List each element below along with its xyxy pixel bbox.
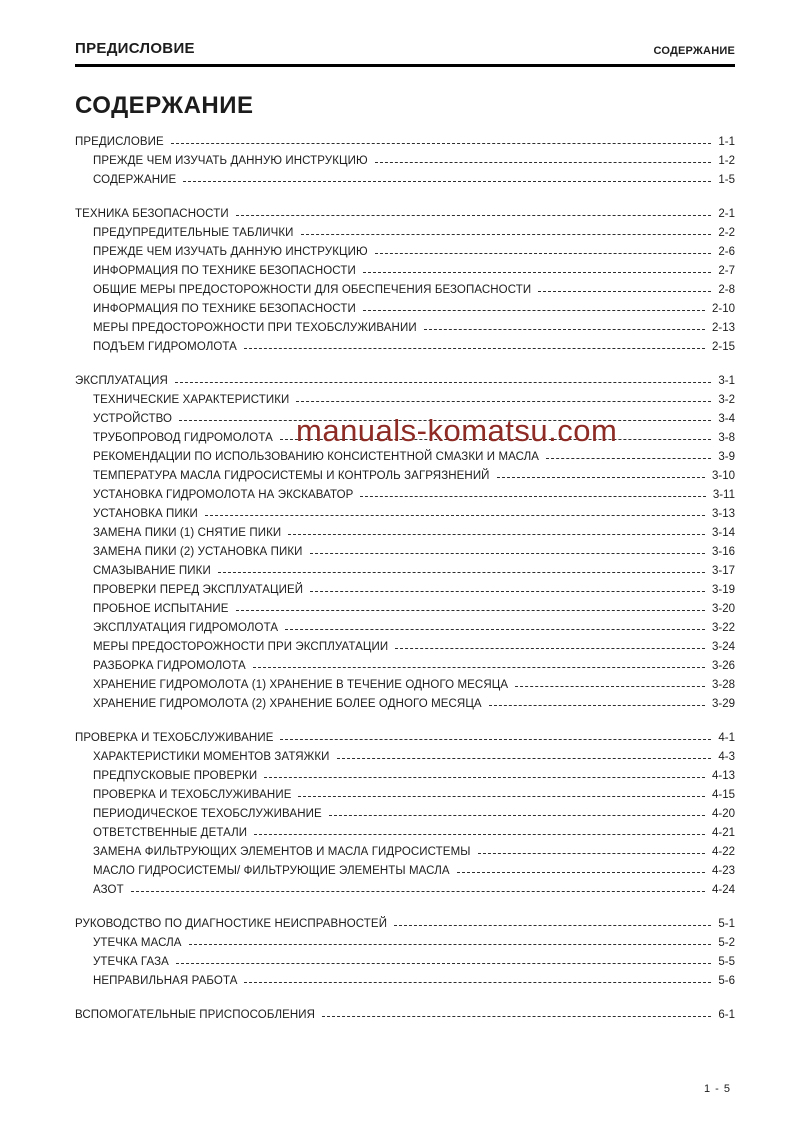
toc-entry-page: 3-1 xyxy=(718,375,735,387)
toc-entry-label: ВСПОМОГАТЕЛЬНЫЕ ПРИСПОСОБЛЕНИЯ xyxy=(75,1009,316,1021)
toc-entry-label: УТЕЧКА МАСЛА xyxy=(93,937,182,949)
toc-leader-dashes xyxy=(236,215,712,216)
toc-entry-page: 4-3 xyxy=(718,751,735,763)
toc-entry-label: РАЗБОРКА ГИДРОМОЛОТА xyxy=(93,660,246,672)
toc-entry-page: 3-14 xyxy=(711,527,735,539)
toc-entry-label: УСТАНОВКА ГИДРОМОЛОТА НА ЭКСКАВАТОР xyxy=(93,489,354,501)
toc-entry-label: МЕРЫ ПРЕДОСТОРОЖНОСТИ ПРИ ЭКСПЛУАТАЦИИ xyxy=(93,641,389,653)
toc-entry-page: 3-4 xyxy=(718,413,735,425)
toc-entry xyxy=(75,558,735,577)
toc-leader-dashes xyxy=(171,143,712,144)
toc-leader-dashes xyxy=(394,925,711,926)
toc-entry-page: 3-8 xyxy=(718,432,735,444)
toc-entry-label: ХРАНЕНИЕ ГИДРОМОЛОТА (2) ХРАНЕНИЕ БОЛЕЕ ОДНОГО МЕСЯЦА xyxy=(93,698,482,710)
toc-entry-page: 2-13 xyxy=(711,322,735,334)
page-title: СОДЕРЖАНИЕ xyxy=(75,92,254,119)
toc-leader-dashes xyxy=(337,758,712,759)
toc-entry-page: 3-2 xyxy=(718,394,735,406)
toc-entry xyxy=(75,634,735,653)
toc-entry-label: ЗАМЕНА ПИКИ (2) УСТАНОВКА ПИКИ xyxy=(93,546,303,558)
page-header xyxy=(75,40,735,67)
toc-leader-dashes xyxy=(375,162,712,163)
toc-entry xyxy=(75,239,735,258)
toc-leader-dashes xyxy=(329,815,705,816)
toc-leader-dashes xyxy=(301,234,712,235)
toc-leader-dashes xyxy=(288,534,705,535)
toc-entry xyxy=(75,406,735,425)
toc-entry-page: 2-10 xyxy=(711,303,735,315)
toc-entry-page: 5-1 xyxy=(718,918,735,930)
watermark-text: manuals-komatsu.com xyxy=(296,413,618,448)
toc-leader-dashes xyxy=(478,853,705,854)
toc-entry-page: 2-6 xyxy=(718,246,735,258)
footer-page-number: 1 - 5 xyxy=(704,1083,732,1095)
toc-leader-dashes xyxy=(296,401,711,402)
toc-entry xyxy=(75,387,735,406)
toc-entry-page: 2-2 xyxy=(718,227,735,239)
toc-entry xyxy=(75,691,735,710)
toc-entry-page: 3-28 xyxy=(711,679,735,691)
toc-entry-page: 4-1 xyxy=(718,732,735,744)
toc-entry xyxy=(75,596,735,615)
toc-leader-dashes xyxy=(310,591,705,592)
toc-entry-page: 2-8 xyxy=(718,284,735,296)
toc-entry xyxy=(75,820,735,839)
toc-entry-page: 4-15 xyxy=(711,789,735,801)
toc-leader-dashes xyxy=(363,310,705,311)
toc-leader-dashes xyxy=(322,1016,711,1017)
toc-entry-page: 6-1 xyxy=(718,1009,735,1021)
toc-entry-label: РУКОВОДСТВО ПО ДИАГНОСТИКЕ НЕИСПРАВНОСТЕЙ xyxy=(75,918,388,930)
toc-entry xyxy=(75,520,735,539)
header-section-title: ПРЕДИСЛОВИЕ xyxy=(75,40,195,57)
toc-leader-dashes xyxy=(253,667,705,668)
toc-entry-page: 3-29 xyxy=(711,698,735,710)
toc-leader-dashes xyxy=(244,982,711,983)
toc-section xyxy=(75,911,735,987)
toc-entry-page: 1-5 xyxy=(718,174,735,186)
toc-entry xyxy=(75,930,735,949)
toc-leader-dashes xyxy=(244,348,705,349)
toc-leader-dashes xyxy=(254,834,705,835)
toc-entry-page: 3-10 xyxy=(711,470,735,482)
toc-leader-dashes xyxy=(131,891,705,892)
toc-leader-dashes xyxy=(205,515,705,516)
toc xyxy=(75,129,735,1036)
toc-entry-page: 2-1 xyxy=(718,208,735,220)
toc-entry xyxy=(75,858,735,877)
toc-entry-label: ЗАМЕНА ФИЛЬТРУЮЩИХ ЭЛЕМЕНТОВ И МАСЛА ГИДРОСИСТЕМЫ xyxy=(93,846,471,858)
toc-entry xyxy=(75,763,735,782)
toc-entry xyxy=(75,501,735,520)
toc-entry-label: МЕРЫ ПРЕДОСТОРОЖНОСТИ ПРИ ТЕХОБСЛУЖИВАНИИ xyxy=(93,322,417,334)
toc-entry-label: ТЕМПЕРАТУРА МАСЛА ГИДРОСИСТЕМЫ И КОНТРОЛЬ ЗАГРЯЗНЕНИЙ xyxy=(93,470,490,482)
toc-entry-label: ИНФОРМАЦИЯ ПО ТЕХНИКЕ БЕЗОПАСНОСТИ xyxy=(93,303,356,315)
toc-entry-label: ТЕХНИЧЕСКИЕ ХАРАКТЕРИСТИКИ xyxy=(93,394,290,406)
toc-leader-dashes xyxy=(395,648,705,649)
toc-entry xyxy=(75,258,735,277)
toc-leader-dashes xyxy=(236,610,705,611)
toc-entry xyxy=(75,334,735,353)
toc-entry-page: 5-6 xyxy=(718,975,735,987)
toc-entry-page: 3-20 xyxy=(711,603,735,615)
toc-leader-dashes xyxy=(179,420,711,421)
toc-entry-page: 2-7 xyxy=(718,265,735,277)
toc-entry-label: ПРОВЕРКА И ТЕХОБСЛУЖИВАНИЕ xyxy=(75,732,274,744)
toc-entry-page: 4-20 xyxy=(711,808,735,820)
toc-leader-dashes xyxy=(264,777,705,778)
toc-entry-label: ОТВЕТСТВЕННЫЕ ДЕТАЛИ xyxy=(93,827,248,839)
toc-entry xyxy=(75,277,735,296)
toc-entry xyxy=(75,968,735,987)
toc-section xyxy=(75,368,735,710)
toc-entry xyxy=(75,425,735,444)
toc-entry-label: УТЕЧКА ГАЗА xyxy=(93,956,169,968)
toc-entry-label: ПОДЪЕМ ГИДРОМОЛОТА xyxy=(93,341,237,353)
toc-entry-page: 3-24 xyxy=(711,641,735,653)
toc-entry-label: СОДЕРЖАНИЕ xyxy=(93,174,177,186)
toc-entry-page: 4-23 xyxy=(711,865,735,877)
toc-leader-dashes xyxy=(360,496,705,497)
toc-entry xyxy=(75,615,735,634)
toc-entry-label: УСТАНОВКА ПИКИ xyxy=(93,508,198,520)
toc-entry-label: ПРЕДИСЛОВИЕ xyxy=(75,136,164,148)
toc-entry-label: ПРОВЕРКИ ПЕРЕД ЭКСПЛУАТАЦИЕЙ xyxy=(93,584,304,596)
toc-entry xyxy=(75,463,735,482)
toc-entry-label: ПЕРИОДИЧЕСКОЕ ТЕХОБСЛУЖИВАНИЕ xyxy=(93,808,322,820)
toc-entry xyxy=(75,1002,735,1021)
toc-entry-page: 4-22 xyxy=(711,846,735,858)
toc-entry-label: ПРОБНОЕ ИСПЫТАНИЕ xyxy=(93,603,229,615)
toc-entry-label: РЕКОМЕНДАЦИИ ПО ИСПОЛЬЗОВАНИЮ КОНСИСТЕНТНОЙ СМАЗКИ И МАСЛА xyxy=(93,451,540,463)
toc-leader-dashes xyxy=(424,329,705,330)
toc-leader-dashes xyxy=(280,439,712,440)
header-chapter-title: СОДЕРЖАНИЕ xyxy=(653,45,735,57)
toc-entry-page: 1-1 xyxy=(718,136,735,148)
toc-leader-dashes xyxy=(375,253,712,254)
toc-entry-label: УСТРОЙСТВО xyxy=(93,413,173,425)
toc-entry xyxy=(75,539,735,558)
toc-entry xyxy=(75,296,735,315)
toc-entry-label: СМАЗЫВАНИЕ ПИКИ xyxy=(93,565,211,577)
toc-entry xyxy=(75,220,735,239)
toc-entry-label: ЗАМЕНА ПИКИ (1) СНЯТИЕ ПИКИ xyxy=(93,527,282,539)
toc-entry-label: АЗОТ xyxy=(93,884,124,896)
toc-leader-dashes xyxy=(515,686,705,687)
toc-section xyxy=(75,201,735,353)
toc-leader-dashes xyxy=(176,963,711,964)
toc-entry xyxy=(75,653,735,672)
toc-entry xyxy=(75,444,735,463)
toc-entry-label: ПРЕЖДЕ ЧЕМ ИЗУЧАТЬ ДАННУЮ ИНСТРУКЦИЮ xyxy=(93,155,368,167)
toc-entry-page: 3-9 xyxy=(718,451,735,463)
toc-entry xyxy=(75,167,735,186)
toc-leader-dashes xyxy=(218,572,705,573)
toc-entry xyxy=(75,911,735,930)
toc-entry xyxy=(75,839,735,858)
toc-leader-dashes xyxy=(497,477,705,478)
toc-entry-label: ЭКСПЛУАТАЦИЯ xyxy=(75,375,168,387)
toc-section xyxy=(75,1002,735,1021)
toc-leader-dashes xyxy=(280,739,711,740)
toc-entry-page: 1-2 xyxy=(718,155,735,167)
toc-entry xyxy=(75,148,735,167)
toc-leader-dashes xyxy=(538,291,711,292)
toc-leader-dashes xyxy=(489,705,705,706)
toc-entry-label: ТЕХНИКА БЕЗОПАСНОСТИ xyxy=(75,208,229,220)
toc-leader-dashes xyxy=(285,629,705,630)
toc-entry-page: 4-21 xyxy=(711,827,735,839)
toc-entry-page: 3-13 xyxy=(711,508,735,520)
toc-entry-label: ИНФОРМАЦИЯ ПО ТЕХНИКЕ БЕЗОПАСНОСТИ xyxy=(93,265,356,277)
toc-entry xyxy=(75,782,735,801)
toc-entry-page: 3-16 xyxy=(711,546,735,558)
toc-entry-page: 4-13 xyxy=(711,770,735,782)
toc-entry-label: ОБЩИЕ МЕРЫ ПРЕДОСТОРОЖНОСТИ ДЛЯ ОБЕСПЕЧЕНИЯ БЕЗОПАСНОСТИ xyxy=(93,284,532,296)
toc-entry-label: ПРОВЕРКА И ТЕХОБСЛУЖИВАНИЕ xyxy=(93,789,292,801)
toc-entry-label: МАСЛО ГИДРОСИСТЕМЫ/ ФИЛЬТРУЮЩИЕ ЭЛЕМЕНТЫ МАСЛА xyxy=(93,865,450,877)
toc-entry xyxy=(75,949,735,968)
toc-section xyxy=(75,129,735,186)
toc-leader-dashes xyxy=(175,382,712,383)
toc-entry xyxy=(75,482,735,501)
toc-leader-dashes xyxy=(363,272,712,273)
toc-entry-page: 3-26 xyxy=(711,660,735,672)
toc-entry xyxy=(75,744,735,763)
toc-entry xyxy=(75,129,735,148)
toc-section xyxy=(75,725,735,896)
toc-entry-page: 3-17 xyxy=(711,565,735,577)
toc-entry-page: 3-19 xyxy=(711,584,735,596)
toc-leader-dashes xyxy=(298,796,704,797)
toc-entry-page: 2-15 xyxy=(711,341,735,353)
toc-entry-page: 5-5 xyxy=(718,956,735,968)
toc-entry xyxy=(75,725,735,744)
toc-entry xyxy=(75,877,735,896)
toc-entry xyxy=(75,801,735,820)
toc-entry-label: НЕПРАВИЛЬНАЯ РАБОТА xyxy=(93,975,238,987)
toc-entry-label: ПРЕДУПРЕДИТЕЛЬНЫЕ ТАБЛИЧКИ xyxy=(93,227,294,239)
toc-leader-dashes xyxy=(189,944,712,945)
toc-leader-dashes xyxy=(546,458,711,459)
toc-entry-page: 5-2 xyxy=(718,937,735,949)
toc-entry xyxy=(75,577,735,596)
toc-entry xyxy=(75,315,735,334)
toc-entry-page: 3-11 xyxy=(712,489,735,501)
toc-entry-label: ЭКСПЛУАТАЦИЯ ГИДРОМОЛОТА xyxy=(93,622,279,634)
toc-entry xyxy=(75,672,735,691)
toc-entry xyxy=(75,201,735,220)
toc-leader-dashes xyxy=(457,872,705,873)
toc-leader-dashes xyxy=(310,553,705,554)
toc-entry-label: ПРЕЖДЕ ЧЕМ ИЗУЧАТЬ ДАННУЮ ИНСТРУКЦИЮ xyxy=(93,246,368,258)
toc-entry xyxy=(75,368,735,387)
toc-entry-label: ХРАНЕНИЕ ГИДРОМОЛОТА (1) ХРАНЕНИЕ В ТЕЧЕНИЕ ОДНОГО МЕСЯЦА xyxy=(93,679,509,691)
toc-entry-label: ТРУБОПРОВОД ГИДРОМОЛОТА xyxy=(93,432,273,444)
toc-entry-page: 4-24 xyxy=(711,884,735,896)
toc-entry-label: ХАРАКТЕРИСТИКИ МОМЕНТОВ ЗАТЯЖКИ xyxy=(93,751,330,763)
toc-entry-label: ПРЕДПУСКОВЫЕ ПРОВЕРКИ xyxy=(93,770,258,782)
toc-leader-dashes xyxy=(183,181,711,182)
toc-entry-page: 3-22 xyxy=(711,622,735,634)
